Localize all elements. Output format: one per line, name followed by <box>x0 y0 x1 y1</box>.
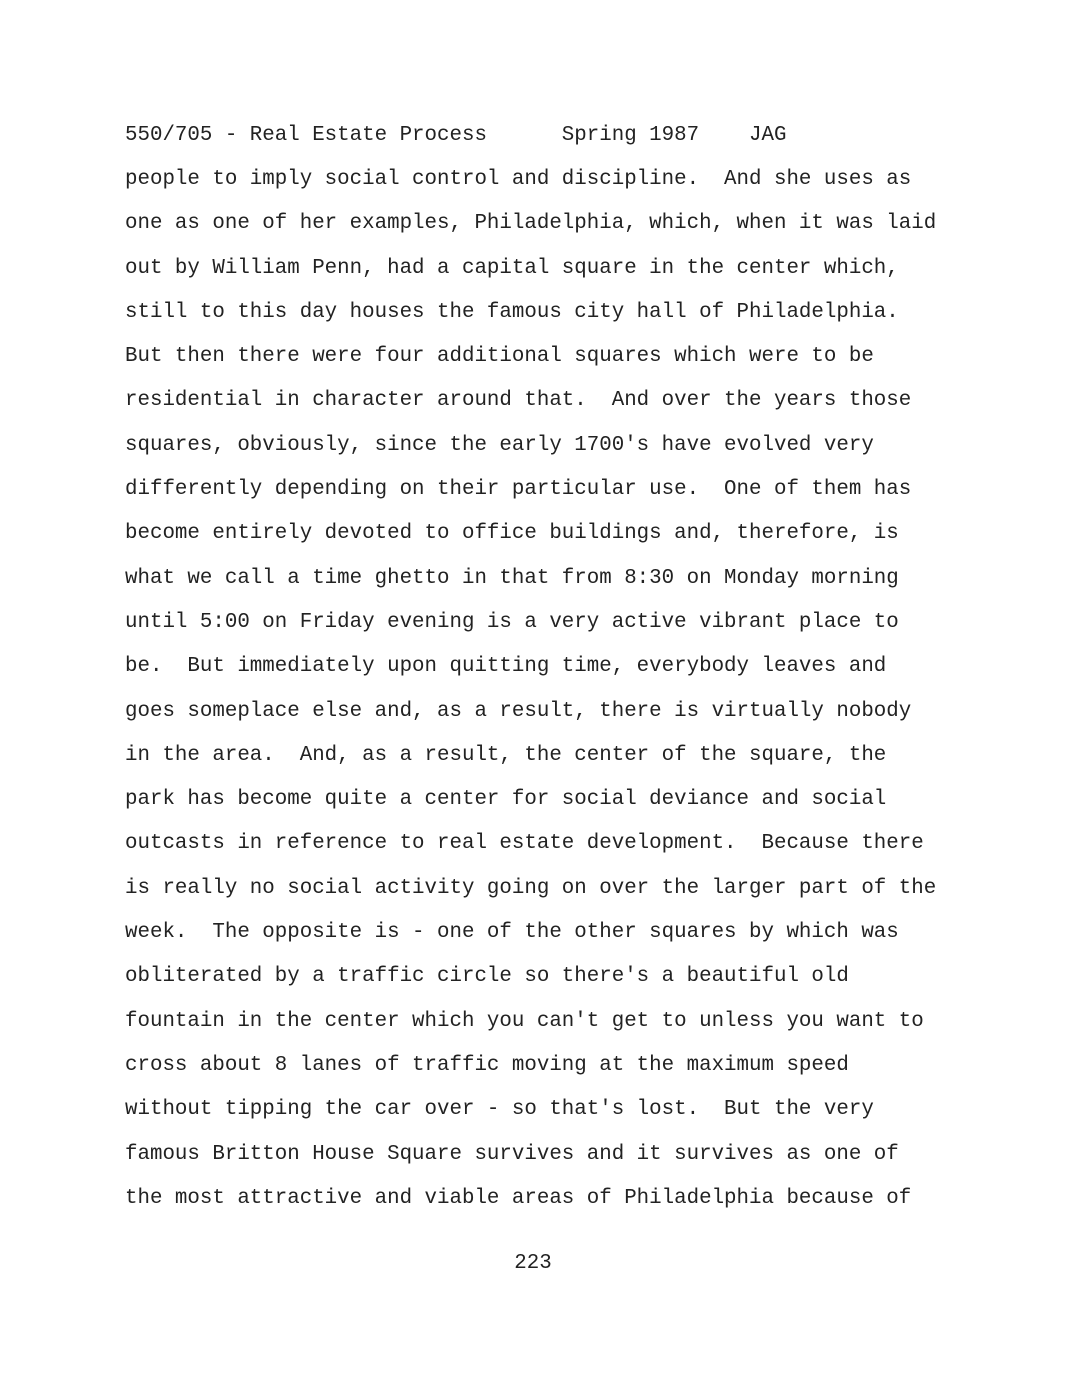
text-line: without tipping the car over - so that's lost. But the very <box>125 1098 874 1122</box>
text-line: in the area. And, as a result, the center of the square, the <box>125 743 887 767</box>
text-line: park has become quite a center for social deviance and social <box>125 788 887 812</box>
text-line: fountain in the center which you can't get to unless you want to <box>125 1009 924 1033</box>
text-line: be. But immediately upon quitting time, everybody leaves and <box>125 655 887 679</box>
text-line: still to this day houses the famous city hall of Philadelphia. <box>125 300 899 324</box>
text-line: the most attractive and viable areas of Philadelphia because of <box>125 1186 912 1210</box>
text-line: out by William Penn, had a capital square in the center which, <box>125 256 899 280</box>
page-number: 223 <box>514 1252 552 1275</box>
text-line: until 5:00 on Friday evening is a very active vibrant place to <box>125 610 899 634</box>
text-line: become entirely devoted to office buildings and, therefore, is <box>125 522 899 546</box>
text-line: outcasts in reference to real estate development. Because there <box>125 832 924 856</box>
page-header: 550/705 - Real Estate Process Spring 1987 JAG <box>125 124 787 147</box>
text-line: week. The opposite is - one of the other squares by which was <box>125 921 899 945</box>
text-line: what we call a time ghetto in that from 8:30 on Monday morning <box>125 566 899 590</box>
text-line: squares, obviously, since the early 1700's have evolved very <box>125 433 874 457</box>
text-line: cross about 8 lanes of traffic moving at the maximum speed <box>125 1053 849 1077</box>
text-line: goes someplace else and, as a result, there is virtually nobody <box>125 699 912 723</box>
text-line: obliterated by a traffic circle so there's a beautiful old <box>125 965 849 989</box>
text-line: people to imply social control and discipline. And she uses as <box>125 168 912 191</box>
text-line: is really no social activity going on over the larger part of the <box>125 876 937 900</box>
text-line: But then there were four additional squares which were to be <box>125 345 874 369</box>
text-line: differently depending on their particular use. One of them has <box>125 478 912 502</box>
transcript-body <box>125 168 1025 1231</box>
text-line: famous Britton House Square survives and it survives as one of <box>125 1142 899 1166</box>
text-line: residential in character around that. And over the years those <box>125 389 912 413</box>
text-line: one as one of her examples, Philadelphia, which, when it was laid <box>125 212 937 236</box>
